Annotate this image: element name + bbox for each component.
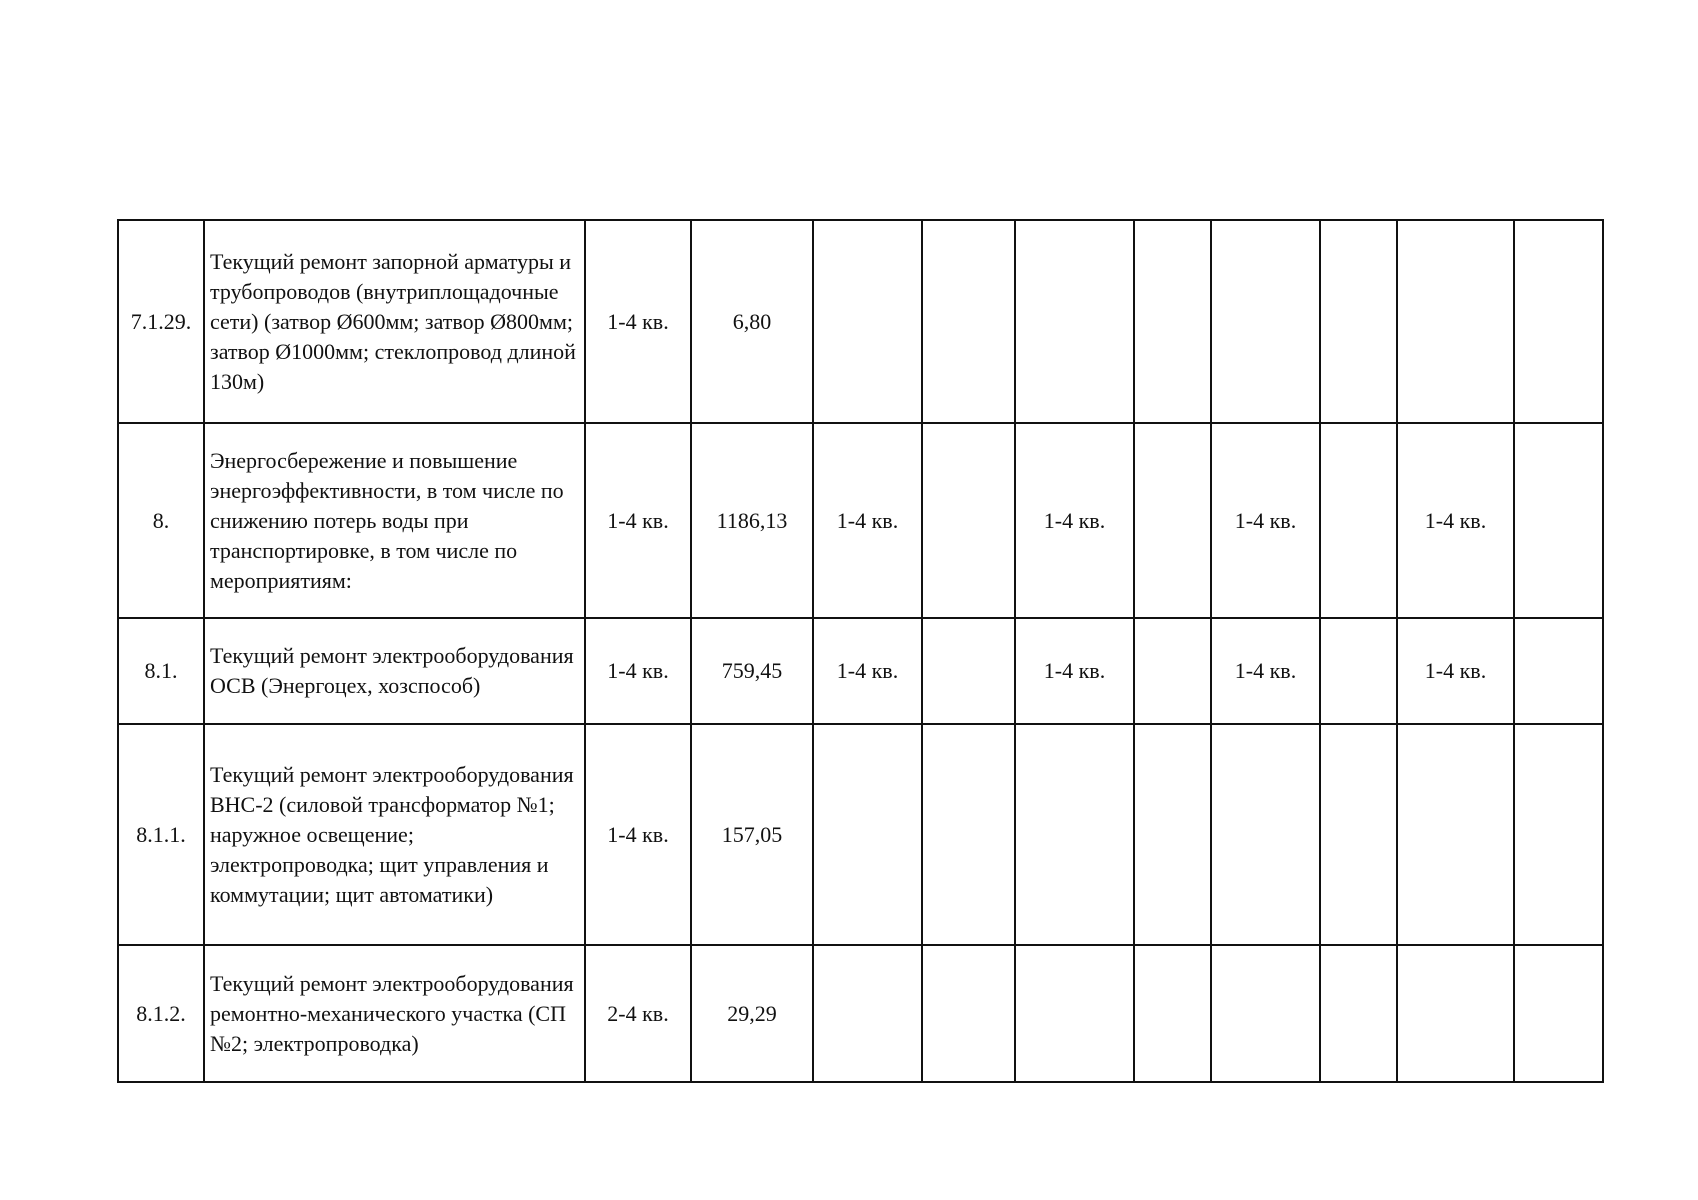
row-amount: 29,29	[691, 945, 813, 1082]
row-number: 8.1.	[118, 618, 204, 724]
row-description: Текущий ремонт электрооборудования ремонтно-механического участка (СП №2; электропроводка)	[204, 945, 585, 1082]
row-q4-period	[1397, 724, 1514, 945]
row-q2-period	[1015, 220, 1134, 423]
plan-table	[117, 219, 1604, 1083]
row-q1-period: 1-4 кв.	[813, 423, 922, 618]
row-period: 2-4 кв.	[585, 945, 691, 1082]
empty-cell	[1320, 423, 1397, 618]
row-amount: 759,45	[691, 618, 813, 724]
row-q4-period: 1-4 кв.	[1397, 618, 1514, 724]
row-q1-period	[813, 724, 922, 945]
row-q2-period	[1015, 945, 1134, 1082]
row-description: Текущий ремонт запорной арматуры и трубопроводов (внутриплощадочные сети) (затвор Ø600мм; затвор Ø800мм; затвор Ø1000мм; стеклопровод длиной 130м)	[204, 220, 585, 423]
row-amount: 1186,13	[691, 423, 813, 618]
row-q1-period: 1-4 кв.	[813, 618, 922, 724]
row-period: 1-4 кв.	[585, 220, 691, 423]
row-q3-period	[1211, 220, 1320, 423]
row-q4-period	[1397, 945, 1514, 1082]
row-period: 1-4 кв.	[585, 724, 691, 945]
row-number: 8.1.2.	[118, 945, 204, 1082]
empty-cell	[1134, 220, 1211, 423]
empty-cell	[1514, 220, 1603, 423]
empty-cell	[1514, 423, 1603, 618]
empty-cell	[1320, 945, 1397, 1082]
row-q1-period	[813, 945, 922, 1082]
empty-cell	[1320, 220, 1397, 423]
row-number: 7.1.29.	[118, 220, 204, 423]
row-number: 8.	[118, 423, 204, 618]
row-q3-period: 1-4 кв.	[1211, 423, 1320, 618]
row-q2-period: 1-4 кв.	[1015, 618, 1134, 724]
row-q3-period: 1-4 кв.	[1211, 618, 1320, 724]
empty-cell	[1514, 724, 1603, 945]
row-description: Энергосбережение и повышение энергоэффективности, в том числе по снижению потерь воды при транспортировке, в том числе по мероприятиям:	[204, 423, 585, 618]
empty-cell	[1134, 945, 1211, 1082]
empty-cell	[922, 618, 1015, 724]
empty-cell	[1514, 945, 1603, 1082]
row-number: 8.1.1.	[118, 724, 204, 945]
row-q2-period	[1015, 724, 1134, 945]
row-q2-period: 1-4 кв.	[1015, 423, 1134, 618]
row-amount: 6,80	[691, 220, 813, 423]
empty-cell	[922, 724, 1015, 945]
row-q3-period	[1211, 945, 1320, 1082]
empty-cell	[922, 220, 1015, 423]
table-row	[118, 945, 1603, 1082]
row-q4-period	[1397, 220, 1514, 423]
empty-cell	[1134, 724, 1211, 945]
row-q4-period: 1-4 кв.	[1397, 423, 1514, 618]
empty-cell	[1134, 618, 1211, 724]
empty-cell	[922, 945, 1015, 1082]
empty-cell	[1134, 423, 1211, 618]
table-row	[118, 724, 1603, 945]
row-period: 1-4 кв.	[585, 423, 691, 618]
row-q3-period	[1211, 724, 1320, 945]
row-description: Текущий ремонт электрооборудования ОСВ (Энергоцех, хозспособ)	[204, 618, 585, 724]
row-description: Текущий ремонт электрооборудования ВНС-2 (силовой трансформатор №1; наружное освещение; электропроводка; щит управления и коммутации; щит автоматики)	[204, 724, 585, 945]
empty-cell	[1320, 618, 1397, 724]
row-q1-period	[813, 220, 922, 423]
row-amount: 157,05	[691, 724, 813, 945]
empty-cell	[922, 423, 1015, 618]
table-row	[118, 618, 1603, 724]
empty-cell	[1514, 618, 1603, 724]
table-row	[118, 423, 1603, 618]
empty-cell	[1320, 724, 1397, 945]
table-row	[118, 220, 1603, 423]
row-period: 1-4 кв.	[585, 618, 691, 724]
